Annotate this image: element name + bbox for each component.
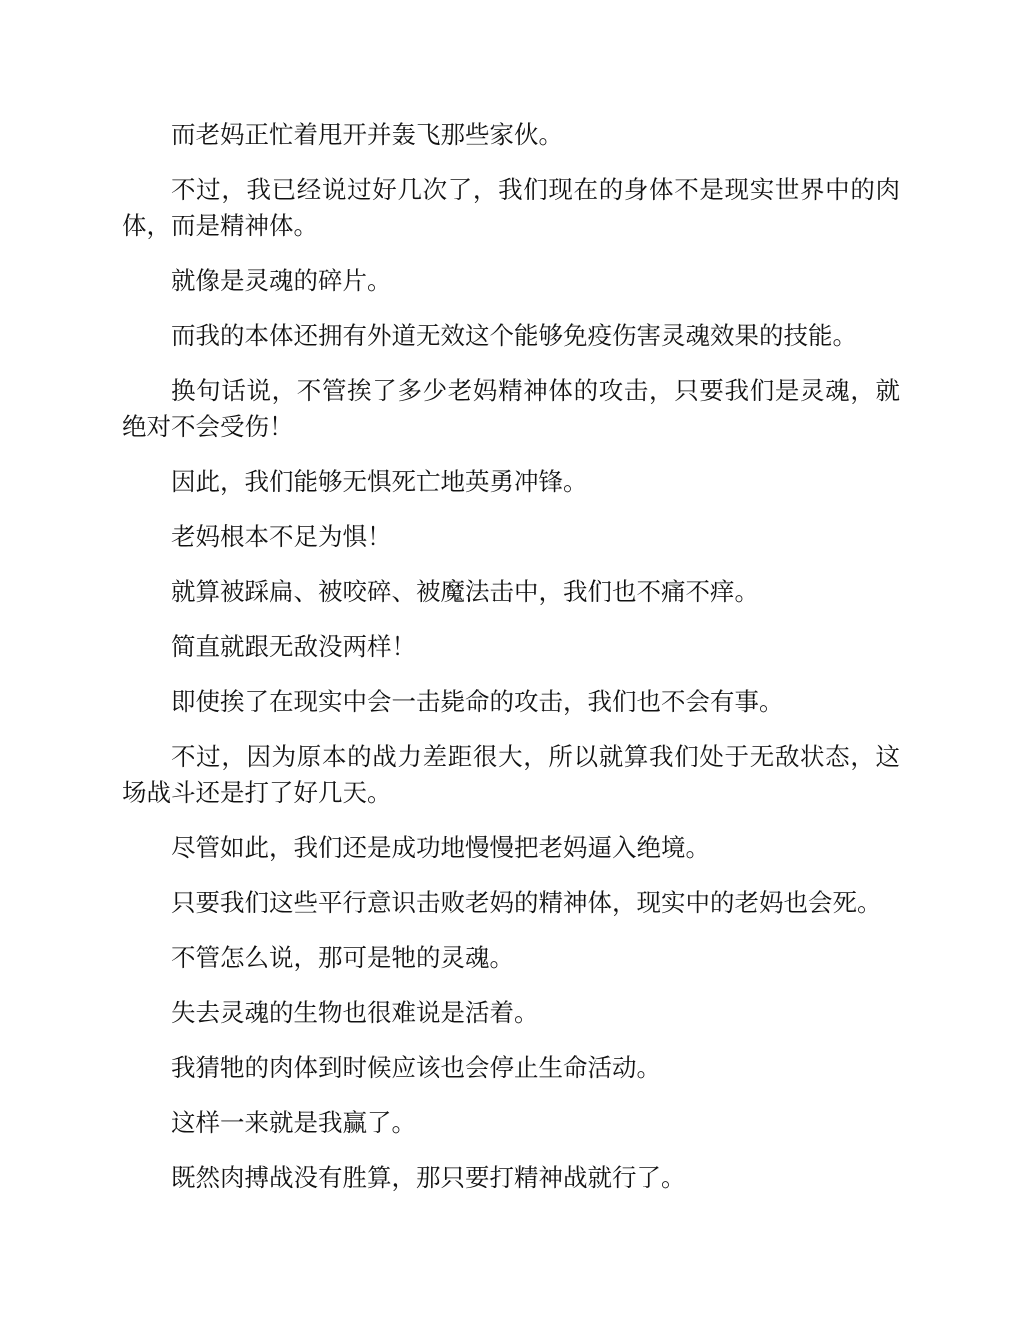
paragraph: 就像是灵魂的碎片。 — [171, 266, 392, 295]
paragraph: 而老妈正忙着甩开并轰飞那些家伙。 — [171, 120, 563, 149]
paragraph: 简直就跟无敌没两样！ — [171, 632, 416, 661]
text-body — [122, 117, 900, 1215]
paragraph: 即使挨了在现实中会一击毙命的攻击，我们也不会有事。 — [171, 687, 784, 716]
paragraph: 既然肉搏战没有胜算，那只要打精神战就行了。 — [171, 1163, 686, 1192]
paragraph: 不过，因为原本的战力差距很大，所以就算我们处于无敌状态，这场战斗还是打了好几天。 — [122, 742, 900, 807]
paragraph: 不过，我已经说过好几次了，我们现在的身体不是现实世界中的肉体，而是精神体。 — [122, 175, 900, 240]
paragraph: 就算被踩扁、被咬碎、被魔法击中，我们也不痛不痒。 — [171, 577, 759, 606]
paragraph: 换句话说，不管挨了多少老妈精神体的攻击，只要我们是灵魂，就绝对不会受伤！ — [122, 376, 900, 441]
paragraph: 失去灵魂的生物也很难说是活着。 — [171, 998, 539, 1027]
paragraph: 尽管如此，我们还是成功地慢慢把老妈逼入绝境。 — [171, 833, 710, 862]
paragraph: 因此，我们能够无惧死亡地英勇冲锋。 — [171, 467, 588, 496]
paragraph: 只要我们这些平行意识击败老妈的精神体，现实中的老妈也会死。 — [171, 888, 882, 917]
paragraph: 不管怎么说，那可是牠的灵魂。 — [171, 943, 514, 972]
paragraph: 这样一来就是我赢了。 — [171, 1108, 416, 1137]
paragraph: 我猜牠的肉体到时候应该也会停止生命活动。 — [171, 1053, 661, 1082]
paragraph: 老妈根本不足为惧！ — [171, 522, 392, 551]
paragraph: 而我的本体还拥有外道无效这个能够免疫伤害灵魂效果的技能。 — [171, 321, 857, 350]
